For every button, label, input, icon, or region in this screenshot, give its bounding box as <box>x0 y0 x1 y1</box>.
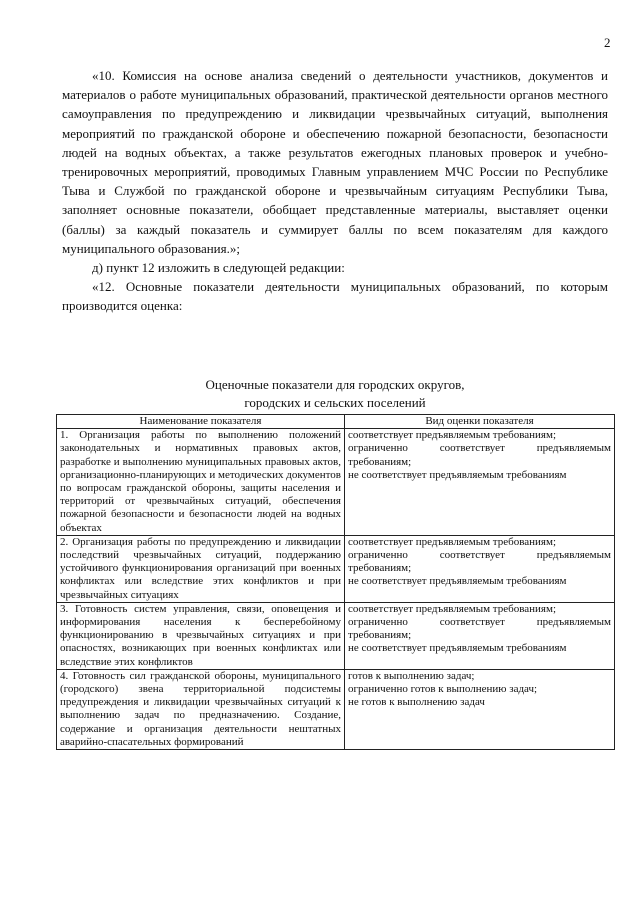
grade-option: соответствует предъявляемым требованиям; <box>348 429 557 442</box>
body-text <box>62 66 608 316</box>
grade-option: готов к выполнению задач; <box>348 669 475 682</box>
header-assessment-type: Вид оценки показателя <box>345 415 615 429</box>
grade-option: не соответствует предъявляемым требованиям <box>348 575 567 588</box>
table-row <box>57 669 615 749</box>
assessment-table <box>56 414 615 750</box>
indicator-name: 2. Организация работы по предупреждению и ликвидации последствий чрезвычайных ситуаций, поддержанию устойчивого функционирования организаций при военных конфликтах или вследствие этих конфликтов и при чрезвычайных ситуациях <box>57 535 345 602</box>
table-title-line-2: городских и сельских поселений <box>244 395 426 410</box>
grade-option: ограниченно соответствует предъявляемым требованиям; <box>348 616 611 642</box>
paragraph-item-d: д) пункт 12 изложить в следующей редакции: <box>92 260 345 276</box>
table-title-line-1: Оценочные показатели для городских округов, <box>205 377 465 392</box>
indicator-name: 4. Готовность сил гражданской обороны, муниципального (городского) звена территориальной подсистемы предупреждения и ликвидации чрезвычайных ситуаций к выполнению задач по предназначению. Создание, содержание и организация деятельности нештатных аварийно-спасательных формирований <box>57 669 345 749</box>
grade-option: соответствует предъявляемым требованиям; <box>348 535 557 548</box>
grade-option: не соответствует предъявляемым требованиям <box>348 642 567 655</box>
grade-option: ограниченно соответствует предъявляемым требованиям; <box>348 442 611 468</box>
assessment-options <box>345 429 615 536</box>
indicator-name: 1. Организация работы по выполнению положений законодательных и нормативных правовых актов, разработке и выполнению муниципальных правовых актов, организационно-планирующих и методических документов по вопросам гражданской обороны, защиты населения и территорий от чрезвычайных ситуаций, обеспечения пожарной безопасности и безопасности людей на водных объектах <box>57 429 345 536</box>
page-number: 2 <box>604 35 611 50</box>
table-header-row <box>57 415 615 429</box>
assessment-options <box>345 669 615 749</box>
assessment-options <box>345 602 615 669</box>
grade-option: соответствует предъявляемым требованиям; <box>348 602 557 615</box>
paragraph-10: «10. Комиссия на основе анализа сведений о деятельности участников, документов и материалов о работе муниципальных образований, практической деятельности органов местного самоуправления по предупреждению и ликвидации чрезвычайных ситуаций, выполнения мероприятий по гражданской обороне и обеспечению пожарной безопасности, безопасности людей на водных объектах, а также результатов ежегодных плановых проверок и учебно-тренировочных мероприятий, проводимых Главным управлением МЧС России по Республике Тыва и Службой по гражданской обороне и чрезвычайным ситуациям Республики Тыва, заполняет основные показатели, обобщает представленные материалы, выставляет оценки (баллы) за каждый показатель и суммирует баллы по всем показателям для каждого муниципального образования.»; <box>62 68 608 256</box>
table-row <box>57 602 615 669</box>
grade-option: не соответствует предъявляемым требованиям <box>348 468 567 481</box>
table-row <box>57 429 615 536</box>
paragraph-12: «12. Основные показатели деятельности муниципальных образований, по которым производится оценка: <box>62 279 608 314</box>
assessment-options <box>345 535 615 602</box>
grade-option: не готов к выполнению задач <box>348 696 485 709</box>
indicator-name: 3. Готовность систем управления, связи, оповещения и информирования населения к бесперебойному функционированию в чрезвычайных ситуациях и при опасностях, возникающих при военных конфликтах или вследствие этих конфликтов <box>57 602 345 669</box>
header-indicator-name: Наименование показателя <box>57 415 345 429</box>
table-title <box>62 376 608 412</box>
grade-option: ограниченно готов к выполнению задач; <box>348 683 538 696</box>
grade-option: ограниченно соответствует предъявляемым требованиям; <box>348 549 611 575</box>
table-row <box>57 535 615 602</box>
